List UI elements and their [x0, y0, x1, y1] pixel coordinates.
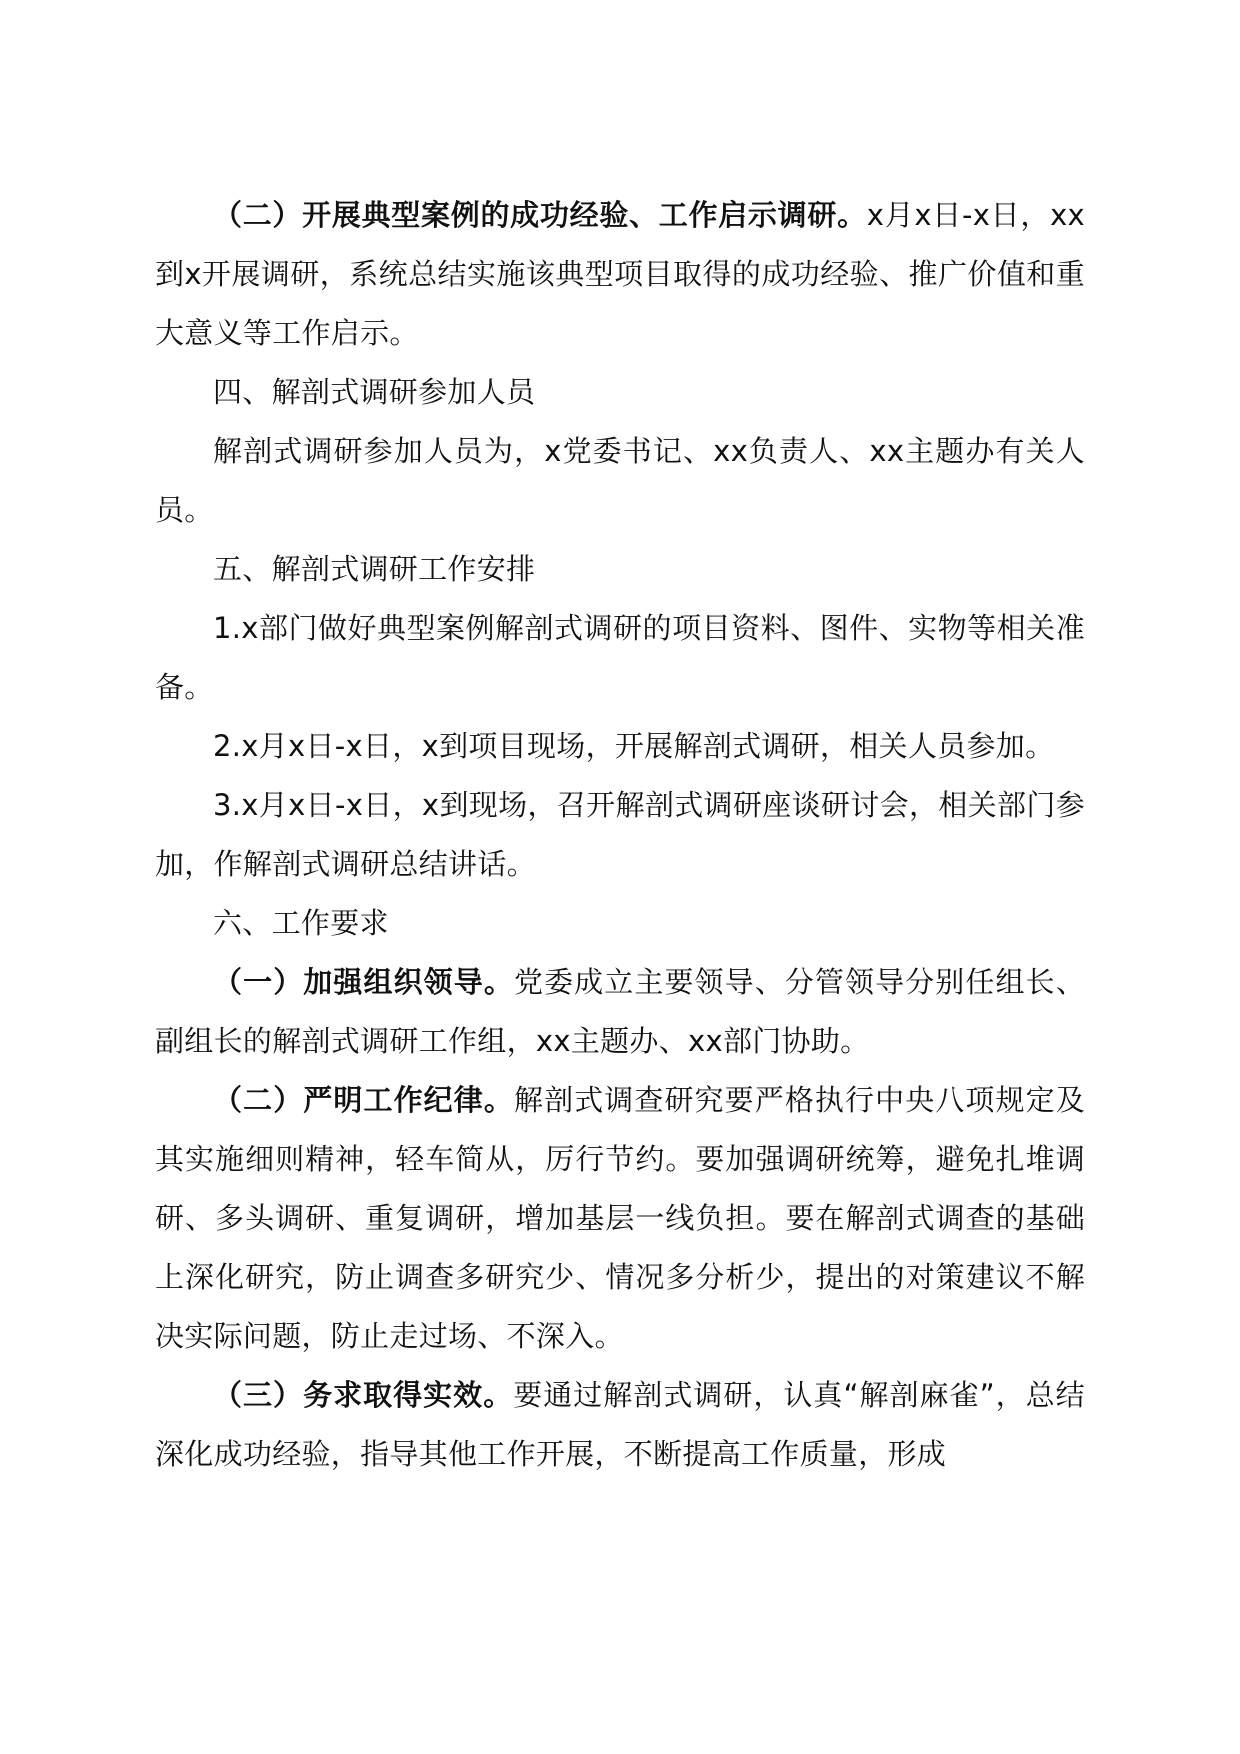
paragraph-text: 要通过解剖式调研，认真“解剖麻雀”，总结深化成功经验，指导其他工作开展，不断提高工作质量，形成 — [155, 1378, 1085, 1471]
paragraph-heading: （二）开展典型案例的成功经验、工作启示调研。 — [213, 198, 867, 232]
paragraph-text: 解剖式调查研究要严格执行中央八项规定及其实施细则精神，轻车简从，厉行节约。要加强调研统筹，避免扎堆调研、多头调研、重复调研，增加基层一线负担。要在解剖式调查的基础上深化研究，防止调查多研究少、情况多分析少，提出的对策建议不解决实际问题，防止走过场、不深入。 — [155, 1083, 1085, 1353]
section-heading-requirements — [155, 894, 1085, 953]
arrangement-item-2 — [155, 717, 1085, 776]
arrangement-item-1 — [155, 599, 1085, 717]
section-heading-text: 五、解剖式调研工作安排 — [213, 552, 536, 586]
paragraph-text: x月x日-x日，xx到x开展调研，系统总结实施该典型项目取得的成功经验、推广价值和重大意义等工作启示。 — [155, 198, 1085, 350]
paragraph-participants — [155, 422, 1085, 540]
paragraph-text: 党委成立主要领导、分管领导分别任组长、副组长的解剖式调研工作组，xx主题办、xx部门协助。 — [155, 965, 1085, 1058]
paragraph-case-study-research — [155, 186, 1085, 363]
paragraph-heading: （一）加强组织领导。 — [213, 965, 514, 999]
section-heading-arrangement — [155, 540, 1085, 599]
arrangement-item-3 — [155, 776, 1085, 894]
paragraph-text: 1.x部门做好典型案例解剖式调研的项目资料、图件、实物等相关准备。 — [155, 611, 1085, 704]
requirement-effectiveness — [155, 1366, 1085, 1484]
document-body — [155, 186, 1085, 1484]
paragraph-text: 3.x月x日-x日，x到现场，召开解剖式调研座谈研讨会，相关部门参加，作解剖式调研总结讲话。 — [155, 788, 1085, 881]
requirement-organization — [155, 953, 1085, 1071]
section-heading-text: 六、工作要求 — [213, 906, 389, 940]
paragraph-text: 解剖式调研参加人员为，x党委书记、xx负责人、xx主题办有关人员。 — [155, 434, 1085, 527]
section-heading-text: 四、解剖式调研参加人员 — [213, 375, 536, 409]
section-heading-participants — [155, 363, 1085, 422]
paragraph-heading: （二）严明工作纪律。 — [213, 1083, 514, 1117]
requirement-discipline — [155, 1071, 1085, 1366]
paragraph-heading: （三）务求取得实效。 — [213, 1378, 514, 1412]
paragraph-text: 2.x月x日-x日，x到项目现场，开展解剖式调研，相关人员参加。 — [213, 729, 1055, 763]
